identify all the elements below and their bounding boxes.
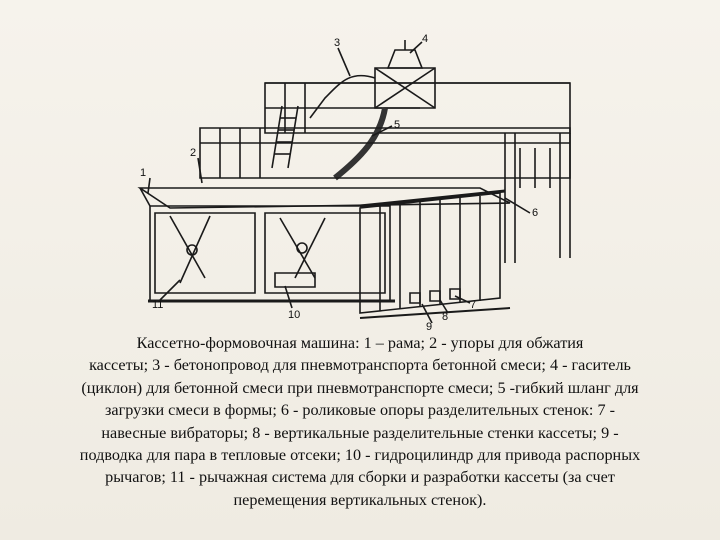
caption-line: кассеты; 3 - бетонопровод для пневмотранспорта бетонной смеси; 4 - гаситель: [89, 356, 631, 375]
callout-11: 11: [152, 299, 164, 311]
caption-line: загрузки смеси в формы; 6 - роликовые опоры разделительных стенок: 7 -: [105, 401, 615, 420]
callout-7: 7: [470, 299, 477, 311]
main-frame: [140, 188, 510, 301]
callout-3: 3: [334, 37, 341, 49]
callout-1: 1: [140, 167, 147, 179]
caption-line: навесные вибраторы; 8 - вертикальные разделительные стенки кассеты; 9 -: [101, 423, 619, 442]
caption-line: (циклон) для бетонной смеси при пневмотранспорте смеси; 5 -гибкий шланг для: [81, 378, 639, 397]
concrete-pipeline: [310, 76, 375, 118]
callout-10: 10: [288, 309, 301, 321]
caption-line: Кассетно-формовочная машина: 1 – рама; 2 - упоры для обжатия: [136, 334, 584, 352]
cassette-machine-drawing: [110, 28, 710, 338]
cyclone-damper: [375, 40, 435, 108]
caption-line: рычагов; 11 - рычажная система для сборки и разработки кассеты (за счет: [105, 468, 615, 487]
caption-line: подводка для пара в тепловые отсеки; 10 - гидроцилиндр для привода распорных: [79, 446, 641, 465]
hydraulic-cylinder: [275, 273, 315, 287]
callout-labels: [140, 33, 538, 333]
callout-5: 5: [394, 119, 401, 131]
callout-8: 8: [442, 311, 449, 323]
vibrators: [410, 289, 460, 303]
steam-feed: [360, 308, 510, 318]
callout-2: 2: [190, 147, 197, 159]
callout-9: 9: [426, 321, 433, 333]
figure-caption: [30, 332, 690, 511]
callout-4: 4: [422, 33, 429, 45]
callout-6: 6: [532, 207, 539, 219]
caption-line: перемещения вертикальных стенок).: [233, 490, 487, 509]
